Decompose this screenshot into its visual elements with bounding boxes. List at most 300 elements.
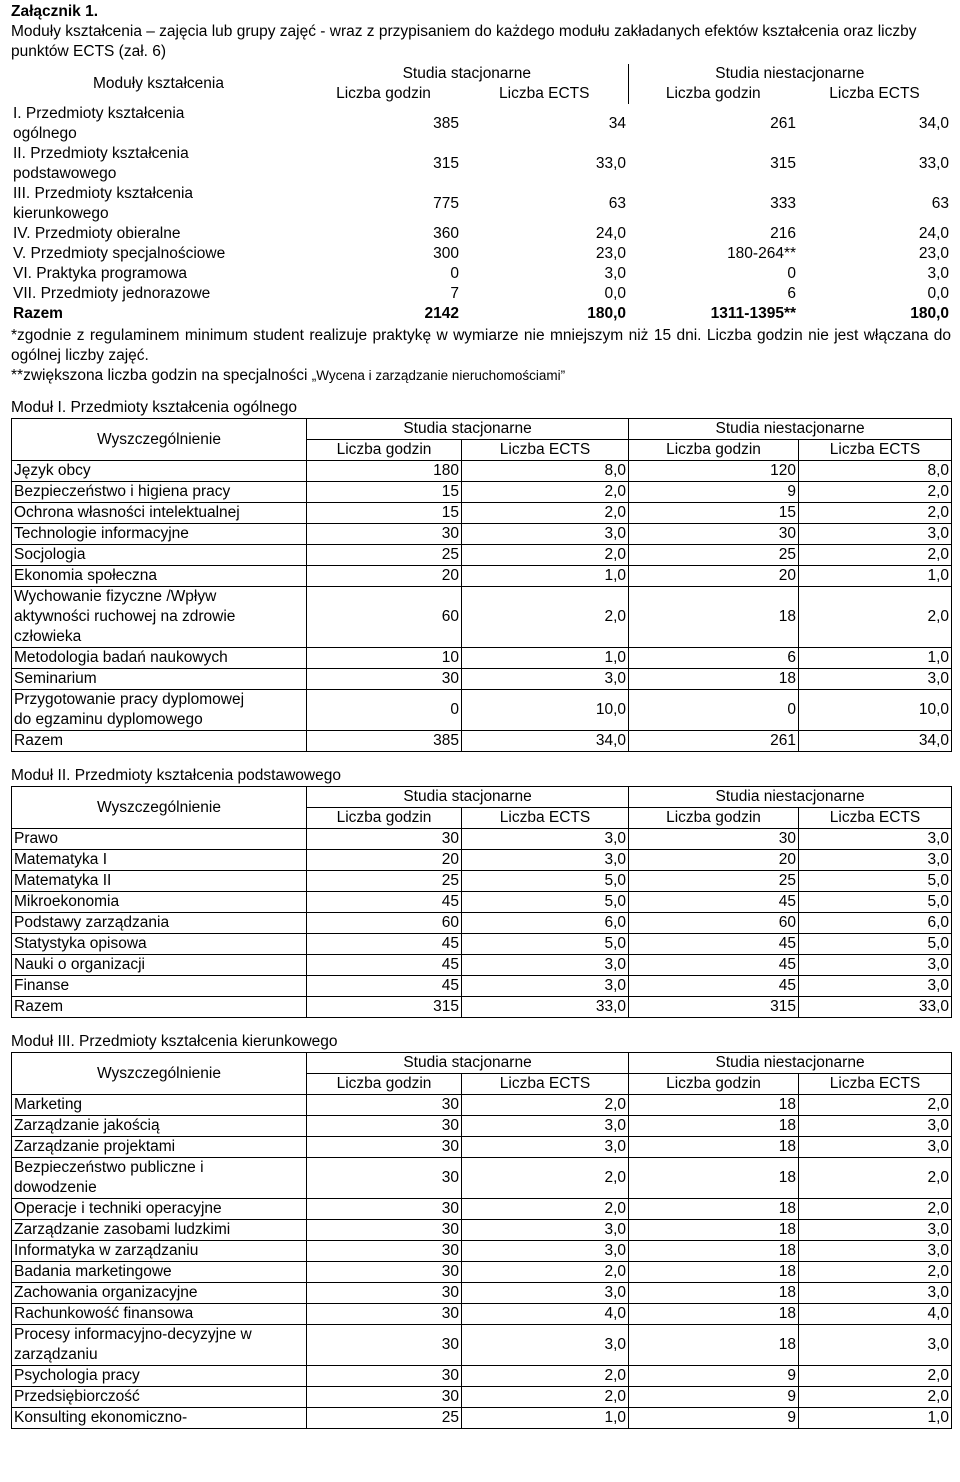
summary-row — [11, 184, 951, 224]
item-name-text: Ekonomia społeczna — [14, 567, 158, 585]
summary-row — [11, 224, 951, 244]
table-header-row — [12, 419, 952, 440]
item-name-text: Statystyka opisowa — [14, 935, 147, 953]
item-name — [12, 1241, 307, 1262]
stationary-ects: 2,0 — [462, 1262, 629, 1283]
stationary-hours: 45 — [307, 976, 462, 997]
item-name-text: Rachunkowość finansowa — [14, 1305, 194, 1323]
item-name — [12, 731, 307, 752]
module-name — [11, 104, 306, 144]
part-time-ects: 2,0 — [799, 482, 952, 503]
item-name-text: Metodologia badań naukowych — [14, 649, 228, 667]
item-name-text: Mikroekonomia — [14, 893, 120, 911]
part-time-hours: 315 — [770, 155, 797, 172]
table-row — [12, 1387, 952, 1408]
item-name-text: Procesy informacyjno-decyzyjne w zarządzaniu — [14, 1326, 252, 1364]
col-hours: Liczba godzin — [307, 440, 462, 461]
table-row — [12, 1262, 952, 1283]
stationary-hours: 385 — [307, 731, 462, 752]
part-time-ects: 3,0 — [799, 669, 952, 690]
part-time-ects: 2,0 — [799, 503, 952, 524]
item-name-text: Prawo — [14, 830, 58, 848]
part-time-hours: 20 — [629, 850, 799, 871]
stationary-hours: 30 — [307, 524, 462, 545]
part-time-ects: 63 — [931, 195, 950, 212]
part-time-hours: 0 — [787, 265, 797, 283]
item-name-text: Operacje i techniki operacyjne — [14, 1200, 222, 1218]
table-row — [12, 1283, 952, 1304]
item-name — [12, 669, 307, 690]
item-name — [12, 1366, 307, 1387]
part-time-hours: 18 — [629, 587, 799, 648]
part-time-ects: 6,0 — [799, 913, 952, 934]
summary-group-stationary: Studia stacjonarne — [306, 64, 628, 84]
part-time-hours: 1311-1395** — [710, 305, 797, 323]
table-row — [12, 503, 952, 524]
col-hours: Liczba godzin — [629, 440, 799, 461]
col-hours: Liczba godzin — [629, 808, 799, 829]
item-name-text: Przygotowanie pracy dyplomowej do egzaminu dyplomowego — [14, 691, 245, 729]
item-name-text: Zarządzanie zasobami ludzkimi — [14, 1221, 231, 1239]
item-name — [12, 829, 307, 850]
part-time-hours: 18 — [629, 1283, 799, 1304]
stationary-ects: 3,0 — [462, 976, 629, 997]
notes — [11, 326, 951, 386]
module-name-text: II. Przedmioty kształcenia podstawowego — [13, 145, 189, 182]
col-item: Wyszczególnienie — [12, 419, 307, 461]
part-time-ects: 3,0 — [927, 265, 950, 283]
part-time-ects: 2,0 — [799, 587, 952, 648]
item-name-text: Finanse — [14, 977, 70, 995]
summary-row — [11, 264, 951, 284]
module2-title: Moduł II. Przedmioty kształcenia podstawowego — [11, 767, 341, 785]
note-specialty-prefix: **zwiększona liczba godzin na specjalności — [11, 367, 312, 385]
part-time-ects: 2,0 — [799, 1199, 952, 1220]
part-time-ects: 1,0 — [799, 566, 952, 587]
summary-row — [11, 104, 951, 144]
part-time-hours: 18 — [629, 1158, 799, 1199]
summary-col-modules: Moduły kształcenia — [93, 75, 224, 92]
item-name-text: Bezpieczeństwo publiczne i dowodzenie — [14, 1159, 204, 1197]
stationary-hours: 30 — [307, 1095, 462, 1116]
table-row — [12, 648, 952, 669]
stationary-ects: 33,0 — [595, 155, 627, 172]
stationary-hours: 300 — [433, 245, 459, 263]
stationary-ects: 1,0 — [462, 1408, 629, 1429]
summary-row — [11, 244, 951, 264]
item-name — [12, 503, 307, 524]
group-stationary: Studia stacjonarne — [307, 787, 629, 808]
stationary-ects: 5,0 — [462, 934, 629, 955]
stationary-ects: 6,0 — [462, 913, 629, 934]
item-name-text: Zarządzanie projektami — [14, 1138, 176, 1156]
stationary-ects: 2,0 — [462, 1158, 629, 1199]
stationary-hours: 30 — [307, 1241, 462, 1262]
table-row — [12, 892, 952, 913]
table-row — [12, 566, 952, 587]
part-time-ects: 2,0 — [799, 1387, 952, 1408]
part-time-hours: 180-264** — [727, 245, 797, 263]
item-name — [12, 1095, 307, 1116]
stationary-ects: 3,0 — [462, 1283, 629, 1304]
part-time-hours: 45 — [629, 976, 799, 997]
item-name — [12, 1408, 307, 1429]
document-subtitle: Moduły kształcenia – zajęcia lub grupy zajęć - wraz z przypisaniem do każdego modułu zakładanych efektów kształcenia oraz liczby punktów ECTS (zał. 6) — [11, 23, 917, 60]
table-row — [12, 1158, 952, 1199]
item-name — [12, 690, 307, 731]
item-name — [12, 1325, 307, 1366]
stationary-hours: 2142 — [424, 305, 459, 323]
item-name-text: Seminarium — [14, 670, 97, 688]
table-row — [12, 1325, 952, 1366]
part-time-ects: 3,0 — [799, 955, 952, 976]
col-ects: Liczba ECTS — [799, 440, 952, 461]
table-row — [12, 1366, 952, 1387]
part-time-ects: 8,0 — [799, 461, 952, 482]
table-row — [12, 524, 952, 545]
part-time-ects: 1,0 — [799, 648, 952, 669]
stationary-ects: 8,0 — [462, 461, 629, 482]
stationary-hours: 30 — [307, 829, 462, 850]
table-row — [12, 955, 952, 976]
module3-title: Moduł III. Przedmioty kształcenia kierunkowego — [11, 1033, 338, 1051]
table-row — [12, 997, 952, 1018]
item-name — [12, 648, 307, 669]
part-time-hours: 18 — [629, 1095, 799, 1116]
part-time-hours: 30 — [629, 524, 799, 545]
group-part-time: Studia niestacjonarne — [629, 1053, 952, 1074]
part-time-hours: 120 — [629, 461, 799, 482]
summary-row — [11, 284, 951, 304]
table-header-row — [12, 1053, 952, 1074]
part-time-hours: 18 — [629, 1116, 799, 1137]
stationary-ects: 2,0 — [462, 1366, 629, 1387]
part-time-ects: 5,0 — [799, 934, 952, 955]
item-name — [12, 1199, 307, 1220]
stationary-ects: 3,0 — [462, 1325, 629, 1366]
document-heading — [11, 2, 951, 62]
item-name-text: Konsulting ekonomiczno- — [14, 1409, 188, 1427]
stationary-ects: 3,0 — [462, 1220, 629, 1241]
table-row — [12, 482, 952, 503]
stationary-hours: 30 — [307, 1158, 462, 1199]
summary-col-ects: Liczba ECTS — [829, 85, 920, 102]
stationary-hours: 315 — [307, 997, 462, 1018]
part-time-hours: 15 — [629, 503, 799, 524]
part-time-hours: 9 — [629, 1387, 799, 1408]
part-time-ects: 3,0 — [799, 1220, 952, 1241]
part-time-ects: 2,0 — [799, 1158, 952, 1199]
summary-col-hours: Liczba godzin — [336, 85, 431, 102]
module-name — [11, 264, 306, 284]
part-time-hours: 18 — [629, 1199, 799, 1220]
item-name — [12, 892, 307, 913]
stationary-hours: 45 — [307, 955, 462, 976]
table-row — [12, 669, 952, 690]
stationary-hours: 25 — [307, 1408, 462, 1429]
stationary-hours: 10 — [307, 648, 462, 669]
part-time-ects: 3,0 — [799, 829, 952, 850]
stationary-ects: 3,0 — [604, 265, 627, 283]
stationary-ects: 3,0 — [462, 524, 629, 545]
stationary-ects: 0,0 — [604, 285, 627, 303]
stationary-ects: 1,0 — [462, 566, 629, 587]
col-hours: Liczba godzin — [307, 808, 462, 829]
group-part-time: Studia niestacjonarne — [629, 787, 952, 808]
item-name-text: Matematyka I — [14, 851, 108, 869]
part-time-hours: 20 — [629, 566, 799, 587]
stationary-hours: 15 — [307, 503, 462, 524]
part-time-ects: 1,0 — [799, 1408, 952, 1429]
item-name — [12, 1304, 307, 1325]
part-time-hours: 261 — [770, 115, 797, 132]
part-time-hours: 45 — [629, 892, 799, 913]
stationary-ects: 4,0 — [462, 1304, 629, 1325]
item-name — [12, 871, 307, 892]
stationary-hours: 30 — [307, 1220, 462, 1241]
stationary-hours: 60 — [307, 913, 462, 934]
table-row — [12, 1137, 952, 1158]
stationary-hours: 20 — [307, 566, 462, 587]
stationary-ects: 3,0 — [462, 829, 629, 850]
stationary-hours: 30 — [307, 1262, 462, 1283]
table-row — [12, 461, 952, 482]
part-time-hours: 216 — [770, 225, 797, 243]
summary-table — [11, 64, 951, 324]
part-time-ects: 2,0 — [799, 1366, 952, 1387]
part-time-hours: 6 — [787, 285, 797, 303]
part-time-ects: 5,0 — [799, 892, 952, 913]
item-name — [12, 976, 307, 997]
module-name — [11, 224, 306, 244]
stationary-hours: 7 — [450, 285, 459, 303]
table-row — [12, 731, 952, 752]
stationary-hours: 315 — [433, 155, 459, 172]
part-time-hours: 315 — [629, 997, 799, 1018]
stationary-ects: 3,0 — [462, 955, 629, 976]
stationary-hours: 30 — [307, 1283, 462, 1304]
stationary-ects: 1,0 — [462, 648, 629, 669]
group-stationary: Studia stacjonarne — [307, 1053, 629, 1074]
item-name — [12, 955, 307, 976]
table-row — [12, 1116, 952, 1137]
module-name-text: VII. Przedmioty jednorazowe — [13, 285, 211, 303]
item-name-text: Język obcy — [14, 462, 91, 480]
stationary-ects: 2,0 — [462, 1387, 629, 1408]
summary-total-row — [11, 304, 951, 324]
stationary-hours: 20 — [307, 850, 462, 871]
part-time-ects: 0,0 — [927, 285, 950, 303]
col-ects: Liczba ECTS — [462, 440, 629, 461]
stationary-hours: 0 — [450, 265, 459, 283]
summary-group-part-time: Studia niestacjonarne — [715, 65, 865, 82]
item-name-text: Socjologia — [14, 546, 86, 564]
item-name-text: Matematyka II — [14, 872, 112, 890]
part-time-hours: 9 — [629, 482, 799, 503]
part-time-ects: 34,0 — [918, 115, 950, 132]
item-name — [12, 1116, 307, 1137]
module3-table — [11, 1052, 952, 1429]
stationary-hours: 30 — [307, 1366, 462, 1387]
part-time-ects: 3,0 — [799, 1241, 952, 1262]
item-name-text: Podstawy zarządzania — [14, 914, 170, 932]
part-time-ects: 33,0 — [799, 997, 952, 1018]
stationary-ects: 24,0 — [595, 225, 627, 243]
item-name — [12, 482, 307, 503]
module-name-text: I. Przedmioty kształcenia ogólnego — [13, 105, 185, 142]
stationary-ects: 34,0 — [462, 731, 629, 752]
part-time-ects: 34,0 — [799, 731, 952, 752]
table-row — [12, 913, 952, 934]
part-time-hours: 261 — [629, 731, 799, 752]
item-name-text: Technologie informacyjne — [14, 525, 189, 543]
col-hours: Liczba godzin — [307, 1074, 462, 1095]
part-time-hours: 18 — [629, 1325, 799, 1366]
note-specialty — [11, 366, 951, 386]
col-ects: Liczba ECTS — [799, 1074, 952, 1095]
table-row — [12, 545, 952, 566]
stationary-hours: 30 — [307, 1325, 462, 1366]
table-row — [12, 1304, 952, 1325]
col-item: Wyszczególnienie — [12, 787, 307, 829]
part-time-ects: 2,0 — [799, 1262, 952, 1283]
group-stationary: Studia stacjonarne — [307, 419, 629, 440]
stationary-hours: 60 — [307, 587, 462, 648]
stationary-ects: 3,0 — [462, 1241, 629, 1262]
part-time-ects: 3,0 — [799, 1137, 952, 1158]
table-row — [12, 1241, 952, 1262]
note-specialty-name: „Wycena i zarządzanie nieruchomościami” — [311, 368, 566, 384]
part-time-ects: 24,0 — [918, 225, 950, 243]
part-time-hours: 25 — [629, 545, 799, 566]
col-ects: Liczba ECTS — [799, 808, 952, 829]
module-name — [11, 284, 306, 304]
part-time-ects: 23,0 — [918, 245, 950, 263]
part-time-hours: 18 — [629, 1304, 799, 1325]
stationary-ects: 63 — [608, 195, 627, 212]
stationary-hours: 775 — [433, 195, 459, 212]
stationary-hours: 30 — [307, 669, 462, 690]
table-row — [12, 587, 952, 648]
module-name-text: IV. Przedmioty obieralne — [13, 225, 181, 242]
part-time-hours: 9 — [629, 1366, 799, 1387]
stationary-hours: 30 — [307, 1137, 462, 1158]
stationary-ects: 2,0 — [462, 1095, 629, 1116]
part-time-ects: 4,0 — [799, 1304, 952, 1325]
stationary-hours: 0 — [307, 690, 462, 731]
stationary-ects: 2,0 — [462, 545, 629, 566]
stationary-hours: 45 — [307, 892, 462, 913]
part-time-ects: 33,0 — [918, 155, 950, 172]
part-time-hours: 6 — [629, 648, 799, 669]
part-time-hours: 18 — [629, 1262, 799, 1283]
part-time-ects: 5,0 — [799, 871, 952, 892]
module-name — [11, 244, 306, 264]
part-time-hours: 30 — [629, 829, 799, 850]
table-row — [12, 1220, 952, 1241]
item-name-text: Wychowanie fizyczne /Wpływ aktywności ruchowej na zdrowie człowieka — [14, 588, 236, 646]
stationary-ects: 2,0 — [462, 587, 629, 648]
item-name — [12, 1220, 307, 1241]
stationary-hours: 30 — [307, 1387, 462, 1408]
item-name — [12, 524, 307, 545]
stationary-ects: 5,0 — [462, 871, 629, 892]
stationary-hours: 25 — [307, 545, 462, 566]
item-name — [12, 997, 307, 1018]
item-name — [12, 1137, 307, 1158]
part-time-ects: 3,0 — [799, 524, 952, 545]
group-part-time: Studia niestacjonarne — [629, 419, 952, 440]
item-name-text: Psychologia pracy — [14, 1367, 140, 1385]
part-time-hours: 18 — [629, 1220, 799, 1241]
col-hours: Liczba godzin — [629, 1074, 799, 1095]
part-time-hours: 0 — [629, 690, 799, 731]
item-name-text: Informatyka w zarządzaniu — [14, 1242, 199, 1260]
item-name — [12, 913, 307, 934]
table-row — [12, 976, 952, 997]
part-time-hours: 45 — [629, 955, 799, 976]
module1-title: Moduł I. Przedmioty kształcenia ogólnego — [11, 399, 298, 417]
item-name-text: Razem — [14, 998, 64, 1016]
part-time-hours: 25 — [629, 871, 799, 892]
stationary-hours: 45 — [307, 934, 462, 955]
stationary-ects: 3,0 — [462, 850, 629, 871]
item-name — [12, 1283, 307, 1304]
table-row — [12, 850, 952, 871]
table-row — [12, 871, 952, 892]
col-item: Wyszczególnienie — [12, 1053, 307, 1095]
table-header-row — [12, 787, 952, 808]
stationary-ects: 3,0 — [462, 669, 629, 690]
item-name — [12, 934, 307, 955]
part-time-ects: 10,0 — [799, 690, 952, 731]
part-time-hours: 9 — [629, 1408, 799, 1429]
stationary-ects: 5,0 — [462, 892, 629, 913]
stationary-hours: 30 — [307, 1116, 462, 1137]
summary-row — [11, 144, 951, 184]
item-name-text: Razem — [14, 732, 64, 750]
item-name-text: Bezpieczeństwo i higiena pracy — [14, 483, 231, 501]
table-row — [12, 1408, 952, 1429]
part-time-ects: 3,0 — [799, 1283, 952, 1304]
stationary-ects: 34 — [608, 115, 627, 132]
stationary-hours: 360 — [433, 225, 459, 243]
part-time-ects: 3,0 — [799, 1325, 952, 1366]
stationary-hours: 25 — [307, 871, 462, 892]
summary-col-hours: Liczba godzin — [665, 85, 761, 102]
item-name-text: Przedsiębiorczość — [14, 1388, 140, 1406]
stationary-hours: 30 — [307, 1199, 462, 1220]
table-row — [12, 1095, 952, 1116]
part-time-ects: 3,0 — [799, 976, 952, 997]
item-name — [12, 1262, 307, 1283]
module-name-text: VI. Praktyka programowa — [13, 265, 188, 283]
document-page — [11, 0, 951, 1429]
part-time-hours: 18 — [629, 1137, 799, 1158]
item-name-text: Ochrona własności intelektualnej — [14, 504, 240, 522]
stationary-ects: 33,0 — [462, 997, 629, 1018]
item-name-text: Zarządzanie jakością — [14, 1117, 160, 1135]
item-name — [12, 461, 307, 482]
item-name — [12, 1158, 307, 1199]
stationary-hours: 385 — [433, 115, 459, 132]
part-time-hours: 18 — [629, 1241, 799, 1262]
stationary-ects: 10,0 — [462, 690, 629, 731]
stationary-hours: 30 — [307, 1304, 462, 1325]
stationary-ects: 2,0 — [462, 482, 629, 503]
stationary-ects: 23,0 — [595, 245, 627, 263]
item-name-text: Nauki o organizacji — [14, 956, 145, 974]
